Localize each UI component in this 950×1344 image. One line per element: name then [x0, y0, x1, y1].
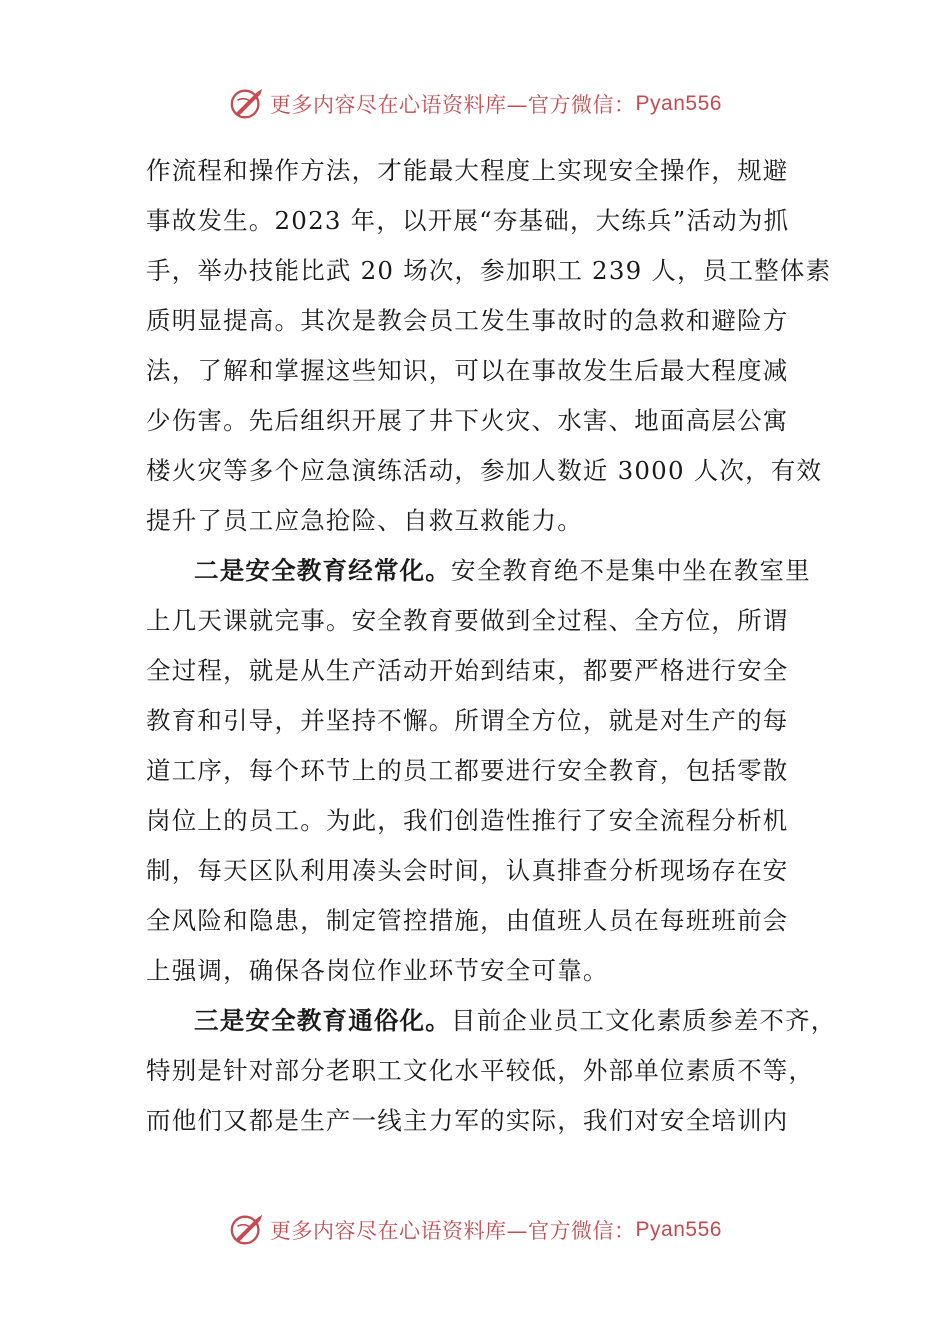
footer-banner-code: Pyan556: [635, 1218, 722, 1241]
body-line: 法，了解和掌握这些知识，可以在事故发生后最大程度减: [146, 356, 789, 385]
body-line: 少伤害。先后组织开展了井下火灾、水害、地面高层公寓: [146, 406, 789, 435]
paragraph-2-first-line: 二是安全教育经常化。安全教育绝不是集中坐在教室里: [194, 556, 811, 585]
body-line: 岗位上的员工。为此，我们创造性推行了安全流程分析机: [146, 806, 789, 835]
body-line: 上强调，确保各岗位作业环节安全可靠。: [146, 956, 609, 985]
body-line: 特别是针对部分老职工文化水平较低，外部单位素质不等，: [146, 1056, 815, 1085]
body-line: 道工序，每个环节上的员工都要进行安全教育，包括零散: [146, 756, 789, 785]
body-line: 质明显提高。其次是教会员工发生事故时的急救和避险方: [146, 306, 789, 335]
footer-banner-text: 更多内容尽在心语资料库—官方微信：: [270, 1219, 636, 1243]
body-line: 作流程和操作方法，才能最大程度上实现安全操作，规避: [146, 156, 789, 185]
document-body: [146, 146, 837, 1146]
paragraph-3-heading: 三是安全教育通俗化。: [194, 1006, 451, 1035]
pen-logo-icon: [228, 85, 266, 123]
body-line: 全风险和隐患，制定管控措施，由值班人员在每班班前会: [146, 906, 789, 935]
body-line: 事故发生。2023 年，以开展“夯基础，大练兵”活动为抓: [146, 206, 790, 235]
body-line: 楼火灾等多个应急演练活动，参加人数近 3000 人次，有效: [146, 456, 823, 485]
footer-banner: [0, 1208, 950, 1252]
header-banner: [0, 82, 950, 126]
body-line: 而他们又都是生产一线主力军的实际，我们对安全培训内: [146, 1106, 789, 1135]
body-line: 全过程，就是从生产活动开始到结束，都要严格进行安全: [146, 656, 789, 685]
body-line: 制，每天区队利用凑头会时间，认真排查分析现场存在安: [146, 856, 789, 885]
body-line: 手，举办技能比武 20 场次，参加职工 239 人，员工整体素: [146, 256, 832, 285]
header-banner-text: 更多内容尽在心语资料库—官方微信：: [270, 93, 636, 117]
paragraph-3-first-line: 三是安全教育通俗化。目前企业员工文化素质参差不齐，: [194, 1006, 837, 1035]
body-line: 教育和引导，并坚持不懈。所谓全方位，就是对生产的每: [146, 706, 789, 735]
body-line: 提升了员工应急抢险、自救互救能力。: [146, 506, 583, 535]
pen-logo-icon: [228, 1211, 266, 1249]
body-line: 上几天课就完事。安全教育要做到全过程、全方位，所谓: [146, 606, 789, 635]
paragraph-2-heading: 二是安全教育经常化。: [194, 556, 451, 585]
header-banner-code: Pyan556: [635, 92, 722, 115]
